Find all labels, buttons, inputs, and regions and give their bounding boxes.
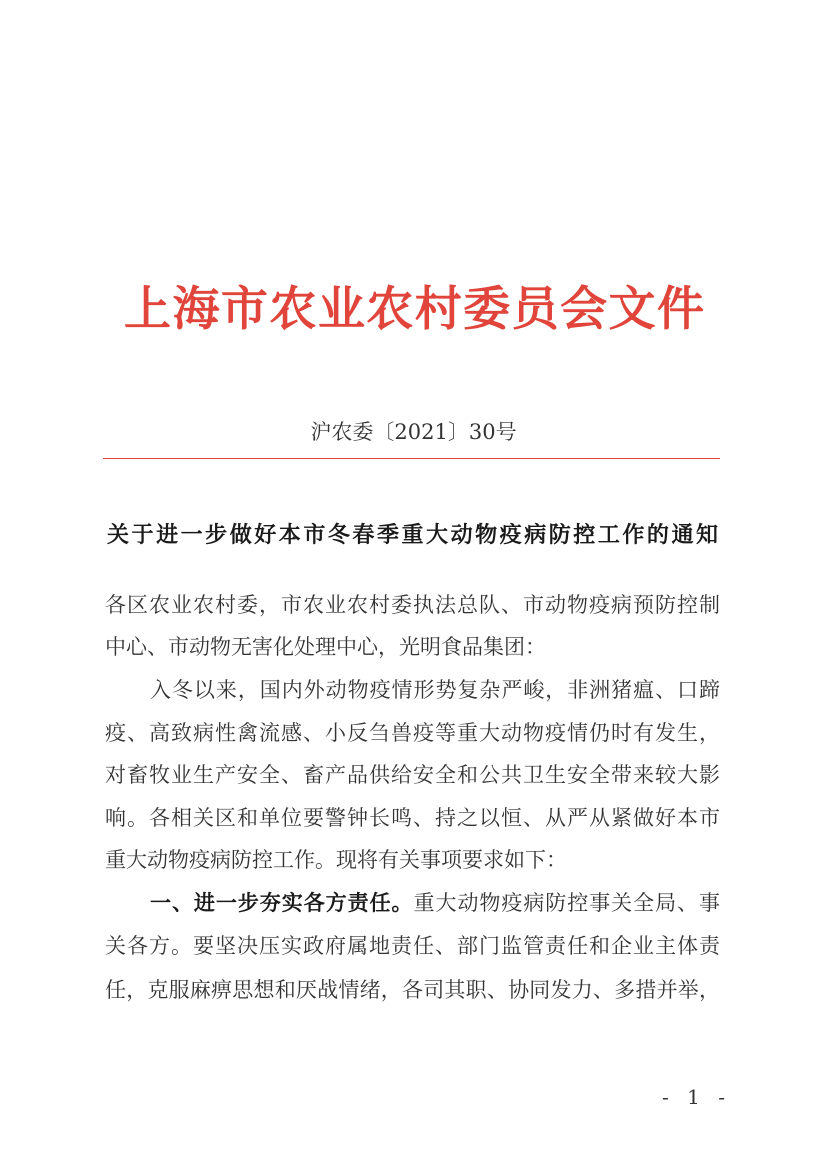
- body-line: 关各方。要坚决压实政府属地责任、部门监管责任和企业主体责: [105, 934, 720, 958]
- salutation-line: 中心、市动物无害化处理中心，光明食品集团：: [105, 635, 546, 659]
- body-line: 重大动物疫病防控工作。现将有关事项要求如下：: [105, 848, 567, 872]
- body-line: 响。各相关区和单位要警钟长鸣、持之以恒、从严从紧做好本市: [105, 806, 720, 830]
- body-line: 任，克服麻痹思想和厌战情绪，各司其职、协同发力、多措并举，: [105, 978, 720, 1002]
- salutation-line: 各区农业农村委，市农业农村委执法总队、市动物疫病预防控制: [105, 593, 720, 617]
- issuer-title: 上海市农业农村委员会文件: [124, 282, 704, 337]
- section-line: [150, 888, 720, 918]
- page-number: - 1 -: [662, 1085, 731, 1109]
- body-line: 对畜牧业生产安全、畜产品供给安全和公共卫生安全带来较大影: [105, 763, 720, 787]
- document-number: 沪农委〔2021〕30号: [310, 420, 517, 444]
- body-text: 重大动物疫病防控事关全局、事: [413, 891, 721, 915]
- body-line: 入冬以来，国内外动物疫情形势复杂严峻，非洲猪瘟、口蹄: [150, 678, 720, 702]
- body-line: 疫、高致病性禽流感、小反刍兽疫等重大动物疫情仍时有发生，: [105, 721, 720, 745]
- document-title: 关于进一步做好本市冬春季重大动物疫病防控工作的通知: [107, 522, 718, 548]
- section-heading: 一、进一步夯实各方责任。: [150, 890, 414, 915]
- red-divider: [103, 458, 720, 459]
